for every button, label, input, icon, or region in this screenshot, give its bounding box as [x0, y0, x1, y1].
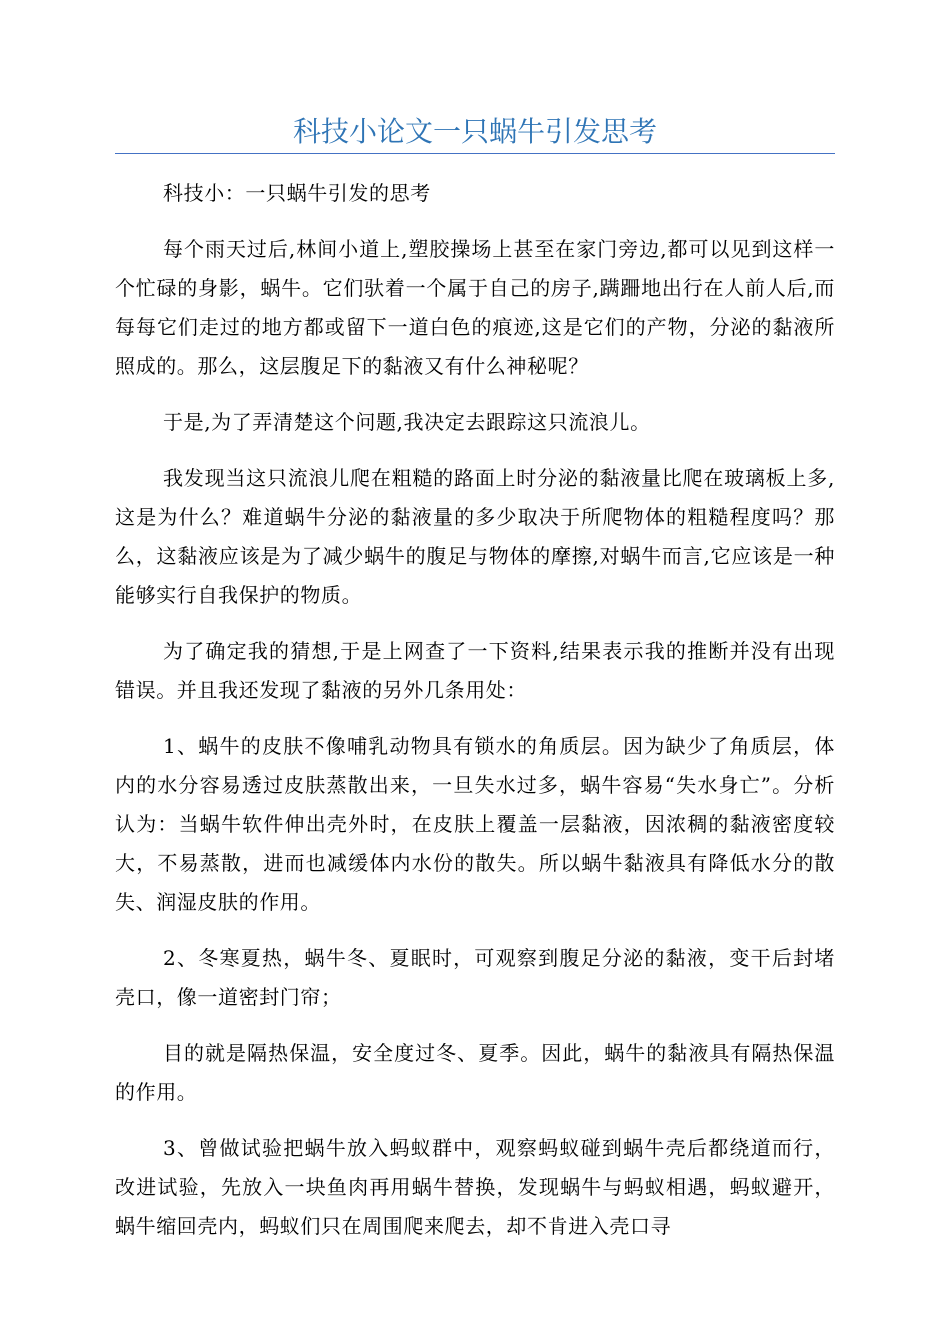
- subtitle-paragraph: 科技小：一只蜗牛引发的思考: [163, 181, 431, 205]
- list-item-paragraph: 2、冬寒夏热，蜗牛冬、夏眠时，可观察到腹足分泌的黏液，变干后封堵壳口，像一道密封门帘；: [115, 946, 835, 1009]
- title-underline: [115, 153, 835, 154]
- body-paragraph: 我发现当这只流浪儿爬在粗糙的路面上时分泌的黏液量比爬在玻璃板上多,这是为什么？难道蜗牛分泌的黏液量的多少取决于所爬物体的粗糙程度吗？那么，这黏液应该是为了减少蜗牛的腹足与物体的摩擦,对蜗牛而言,它应该是一种能够实行自我保护的物质。: [115, 466, 835, 607]
- list-item-paragraph: 1、蜗牛的皮肤不像哺乳动物具有锁水的角质层。因为缺少了角质层，体内的水分容易透过皮肤蒸散出来，一旦失水过多，蜗牛容易“失水身亡”。分析认为：当蜗牛软件伸出壳外时，在皮肤上覆盖一层黏液，因浓稠的黏液密度较大，不易蒸散，进而也减缓体内水份的散失。所以蜗牛黏液具有降低水分的散失、润湿皮肤的作用。: [115, 734, 835, 914]
- body-paragraph: 于是,为了弄清楚这个问题,我决定去跟踪这只流浪儿。: [163, 410, 651, 434]
- body-paragraph: 为了确定我的猜想,于是上网查了一下资料,结果表示我的推断并没有出现错误。并且我还发现了黏液的另外几条用处：: [115, 639, 835, 702]
- list-item-paragraph: 3、曾做试验把蜗牛放入蚂蚁群中，观察蚂蚁碰到蜗牛壳后都绕道而行，改进试验，先放入一块鱼肉再用蜗牛替换，发现蜗牛与蚂蚁相遇，蚂蚁避开，蜗牛缩回壳内，蚂蚁们只在周围爬来爬去，却不肯进入壳口寻: [115, 1136, 835, 1238]
- body-paragraph: 每个雨天过后,林间小道上,塑胶操场上甚至在家门旁边,都可以见到这样一个忙碌的身影，蜗牛。它们驮着一个属于自己的房子,蹒跚地出行在人前人后,而每每它们走过的地方都或留下一道白色的痕迹,这是它们的产物，分泌的黏液所照成的。那么，这层腹足下的黏液又有什么神秘呢？: [115, 237, 835, 378]
- document-body: [115, 174, 835, 1263]
- body-paragraph: 目的就是隔热保温，安全度过冬、夏季。因此，蜗牛的黏液具有隔热保温的作用。: [115, 1041, 835, 1104]
- document-title: 科技小论文一只蜗牛引发思考: [292, 115, 657, 148]
